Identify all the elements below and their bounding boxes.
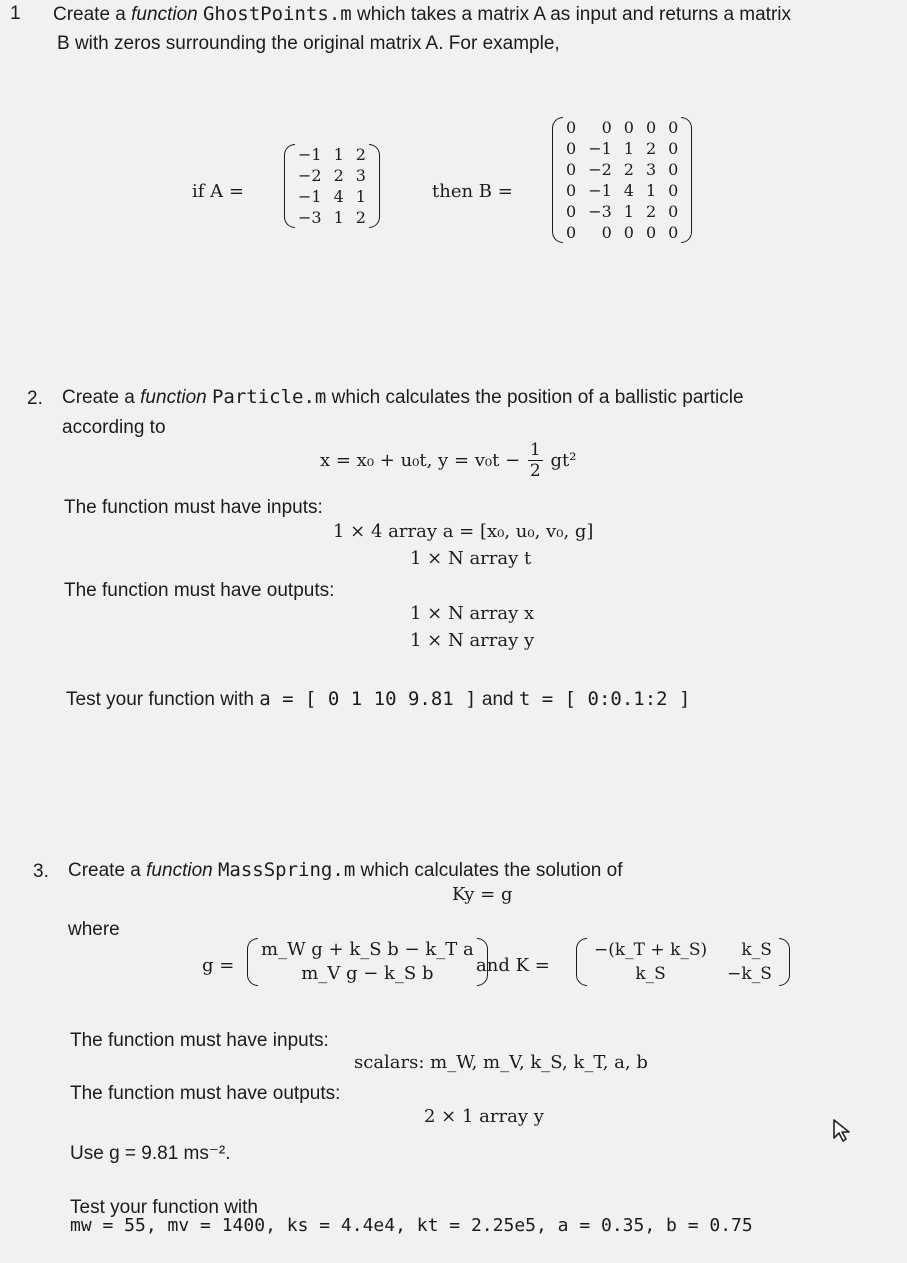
q2-line1-post: which calculates the position of a ballistic particle: [326, 387, 744, 408]
matrix-k-row: [584, 962, 782, 986]
matrix-b-cell: 0: [566, 223, 577, 242]
matrix-b-cell: 2: [645, 139, 657, 158]
q3-outputs-value: 2 × 1 array y: [424, 1106, 544, 1127]
matrix-a-row: [292, 186, 372, 207]
matrix-b-cell: 0: [668, 223, 679, 242]
matrix-a-cell: 2: [333, 166, 344, 185]
matrix-a-cell: −1: [298, 145, 322, 164]
matrix-b-cell: 0: [668, 181, 679, 200]
matrix-a-cell: 4: [333, 187, 344, 206]
matrix-k-cell: −(k_T + k_S): [594, 940, 708, 960]
matrix-a-cell: 3: [355, 166, 366, 185]
q2-equation-main: x = x₀ + u₀t, y = v₀t −: [320, 450, 521, 471]
matrix-b-cell: 4: [623, 181, 634, 200]
q3-test-label: Test your function with: [70, 1197, 258, 1218]
matrix-a-cell: 1: [355, 187, 366, 206]
matrix-b-cell: 0: [645, 223, 657, 242]
matrix-b-cell: −2: [588, 160, 612, 179]
matrix-b-cell: 0: [623, 118, 634, 137]
q1-line1-pre: Create a: [53, 4, 132, 25]
matrix-b-cell: 1: [645, 181, 657, 200]
matrix-a-cell: 2: [355, 208, 366, 227]
matrix-b: [560, 117, 684, 243]
matrix-a-row: [292, 144, 372, 165]
fraction-numerator: 1: [529, 440, 541, 460]
q1-line1: [53, 3, 791, 26]
q1-function-word: function: [131, 4, 198, 25]
vector-g-left-paren: [247, 938, 258, 986]
matrix-k-row: [584, 938, 782, 962]
vector-g-row-2: m_V g − k_S b: [301, 963, 434, 984]
q2-inputs-label: The function must have inputs:: [64, 497, 323, 518]
matrix-b-row: [560, 159, 684, 180]
matrix-b-cell: −1: [588, 181, 612, 200]
matrix-b-cell: 0: [566, 160, 577, 179]
q1-if-a-label: if A =: [192, 181, 244, 202]
matrix-a-cell: −2: [298, 166, 322, 185]
q3-and-k-label: and K =: [476, 955, 550, 976]
matrix-b-cell: 0: [601, 118, 612, 137]
matrix-k-right-paren: [779, 938, 790, 986]
q2-test-and: and: [476, 689, 519, 710]
q1-function-name: GhostPoints.m: [202, 3, 352, 25]
q3-function-name: MassSpring.m: [217, 859, 356, 881]
q3-outputs-label: The function must have outputs:: [70, 1083, 341, 1104]
matrix-b-row: [560, 180, 684, 201]
matrix-a-row: [292, 207, 372, 228]
matrix-b-cell: 0: [668, 160, 679, 179]
q2-line1-pre: Create a: [62, 387, 141, 408]
matrix-b-cell: 0: [566, 118, 577, 137]
q2-test-pre: Test your function with: [66, 689, 260, 710]
matrix-b-cell: −1: [588, 139, 612, 158]
matrix-b-cell: 0: [623, 223, 634, 242]
matrix-k-cell: k_S: [635, 964, 666, 984]
matrix-k: [584, 938, 782, 986]
q3-line1-pre: Create a: [68, 860, 147, 881]
q2-input-1: 1 × 4 array a = [x₀, u₀, v₀, g]: [333, 521, 594, 542]
q3-where-label: where: [68, 919, 120, 940]
matrix-a-cell: −1: [298, 187, 322, 206]
fraction-denominator: 2: [529, 461, 541, 481]
matrix-b-right-paren: [681, 117, 692, 243]
q2-test-line: [66, 688, 690, 711]
q2-equation: [320, 440, 576, 481]
q2-output-1: 1 × N array x: [410, 603, 535, 624]
q3-main-equation: Ky = g: [452, 884, 513, 905]
matrix-b-cell: 0: [668, 202, 679, 221]
matrix-b-cell: 0: [668, 118, 679, 137]
matrix-a-cell: −3: [298, 208, 322, 227]
matrix-a-left-paren: [284, 144, 295, 228]
matrix-a-cell: 1: [333, 208, 344, 227]
q1-then-b-label: then B =: [432, 181, 513, 202]
matrix-a: [292, 144, 372, 228]
matrix-a-right-paren: [369, 144, 380, 228]
matrix-b-cell: 1: [623, 139, 634, 158]
q2-number: 2.: [27, 388, 43, 409]
matrix-b-cell: 2: [623, 160, 634, 179]
q2-output-2: 1 × N array y: [410, 630, 535, 651]
q2-equation-fraction: [528, 440, 543, 481]
q2-test-t: t = [ 0:0.1:2 ]: [518, 688, 691, 710]
q2-line2: according to: [62, 417, 166, 438]
q2-outputs-label: The function must have outputs:: [64, 580, 335, 601]
q3-function-word: function: [146, 860, 213, 881]
matrix-k-left-paren: [576, 938, 587, 986]
matrix-b-cell: 0: [668, 139, 679, 158]
matrix-k-cell: k_S: [741, 940, 772, 960]
q3-use-g: Use g = 9.81 ms⁻².: [70, 1143, 231, 1164]
matrix-a-row: [292, 165, 372, 186]
matrix-b-cell: 0: [566, 202, 577, 221]
q1-line2: B with zeros surrounding the original matrix A. For example,: [57, 33, 560, 54]
matrix-b-cell: 0: [566, 139, 577, 158]
matrix-b-cell: 0: [566, 181, 577, 200]
q2-function-name: Particle.m: [211, 386, 327, 408]
matrix-b-cell: 0: [601, 223, 612, 242]
matrix-b-row: [560, 117, 684, 138]
matrix-b-row: [560, 138, 684, 159]
matrix-b-row: [560, 201, 684, 222]
q3-inputs-value: scalars: m_W, m_V, k_S, k_T, a, b: [354, 1052, 648, 1073]
matrix-b-cell: 1: [623, 202, 634, 221]
q1-line1-post: which takes a matrix A as input and returns a matrix: [351, 4, 792, 25]
q3-number: 3.: [33, 861, 49, 882]
q2-test-a: a = [ 0 1 10 9.81 ]: [259, 688, 477, 710]
matrix-b-left-paren: [552, 117, 563, 243]
q3-inputs-label: The function must have inputs:: [70, 1030, 329, 1051]
matrix-b-cell: −3: [588, 202, 612, 221]
matrix-b-row: [560, 222, 684, 243]
q3-g-label: g =: [202, 955, 235, 976]
matrix-b-cell: 0: [645, 118, 657, 137]
matrix-a-cell: 2: [355, 145, 366, 164]
matrix-b-cell: 3: [645, 160, 657, 179]
matrix-b-cell: 2: [645, 202, 657, 221]
q2-function-word: function: [140, 387, 207, 408]
matrix-a-cell: 1: [333, 145, 344, 164]
q3-test-values: mw = 55, mv = 1400, ks = 4.4e4, kt = 2.25e5, a = 0.35, b = 0.75: [70, 1215, 753, 1236]
q2-input-2: 1 × N array t: [410, 548, 532, 569]
q3-line1-post: which calculates the solution of: [355, 860, 623, 881]
q2-equation-tail: gt²: [550, 450, 577, 471]
vector-g-row-1: m_W g + k_S b − k_T a: [261, 939, 474, 960]
vector-g: [255, 938, 480, 986]
q3-line1: [68, 859, 622, 882]
q1-number: 1: [10, 3, 21, 24]
matrix-k-cell: −k_S: [727, 964, 772, 984]
q2-line1: [62, 386, 744, 409]
